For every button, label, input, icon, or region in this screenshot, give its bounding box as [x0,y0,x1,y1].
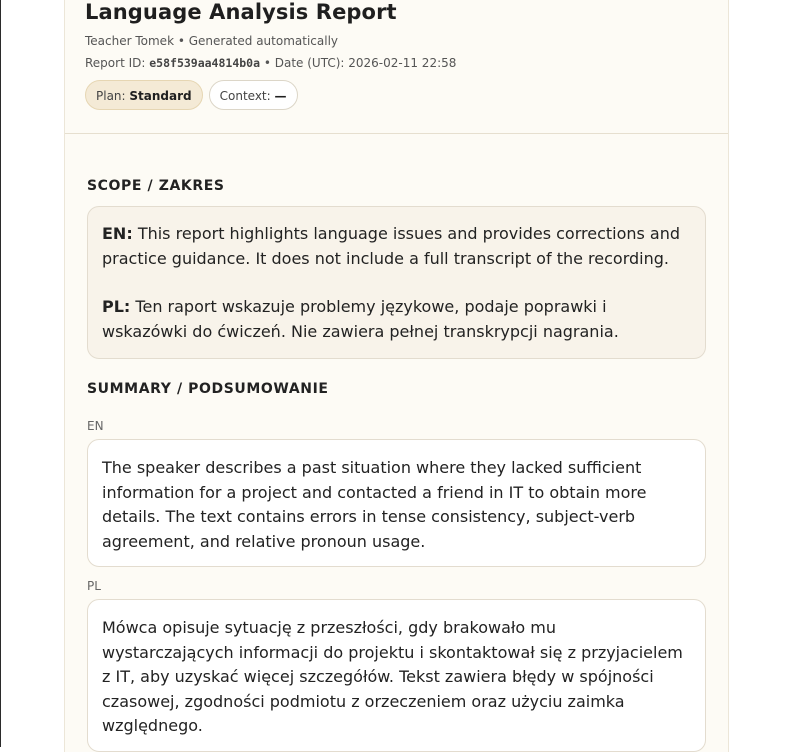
report-id: e58f539aa4814b0a [149,56,261,70]
report-header [65,0,728,134]
scope-pl-text: Ten raport wskazuje problemy językowe, podaje poprawki i wskazówki do ćwiczeń. Nie zawiera pełnej transkrypcji nagrania. [102,297,619,341]
scope-en-label: EN: [102,224,133,243]
report-title: Language Analysis Report [85,0,397,24]
report-page [64,0,729,752]
context-badge [209,80,298,110]
scope-en [102,222,691,271]
plan-badge [85,80,203,110]
scope-box [87,206,706,359]
scope-heading: SCOPE / ZAKRES [87,178,225,194]
summary-pl-label: PL [87,579,101,593]
plan-value: Standard [129,89,192,103]
report-content [65,178,728,752]
plan-label: Plan: [96,89,126,103]
summary-pl-box: Mówca opisuje sytuację z przeszłości, gdy brakowało mu wystarczających informacji do projektu i skontaktował się z przyjacielem z IT, aby uzyskać więcej szczegółów. Tekst zawiera błędy w spójności czasowej, zgodności podmiotu z orzeczeniem oraz użyciu zaimka względnego. [87,599,706,752]
context-label: Context: [219,89,271,103]
badge-row [85,80,708,110]
report-date: • Date (UTC): 2026-02-11 22:58 [263,56,457,70]
report-id-label: Report ID: [85,56,146,70]
author-line: Teacher Tomek • Generated automatically [85,34,339,48]
report-meta [85,56,708,70]
summary-en-box: The speaker describes a past situation where they lacked sufficient information for a project and contacted a friend in IT to obtain more details. The text contains errors in tense consistency, subject-verb agreement, and relative pronoun usage. [87,439,706,567]
scope-pl [102,295,691,344]
scope-en-text: This report highlights language issues and provides corrections and practice guidance. It does not include a full transcript of the recording. [102,224,681,268]
context-value: — [274,89,287,103]
summary-en-label: EN [87,419,104,433]
summary-heading: SUMMARY / PODSUMOWANIE [87,381,329,397]
window-edge [0,0,1,747]
scope-pl-label: PL: [102,297,131,316]
